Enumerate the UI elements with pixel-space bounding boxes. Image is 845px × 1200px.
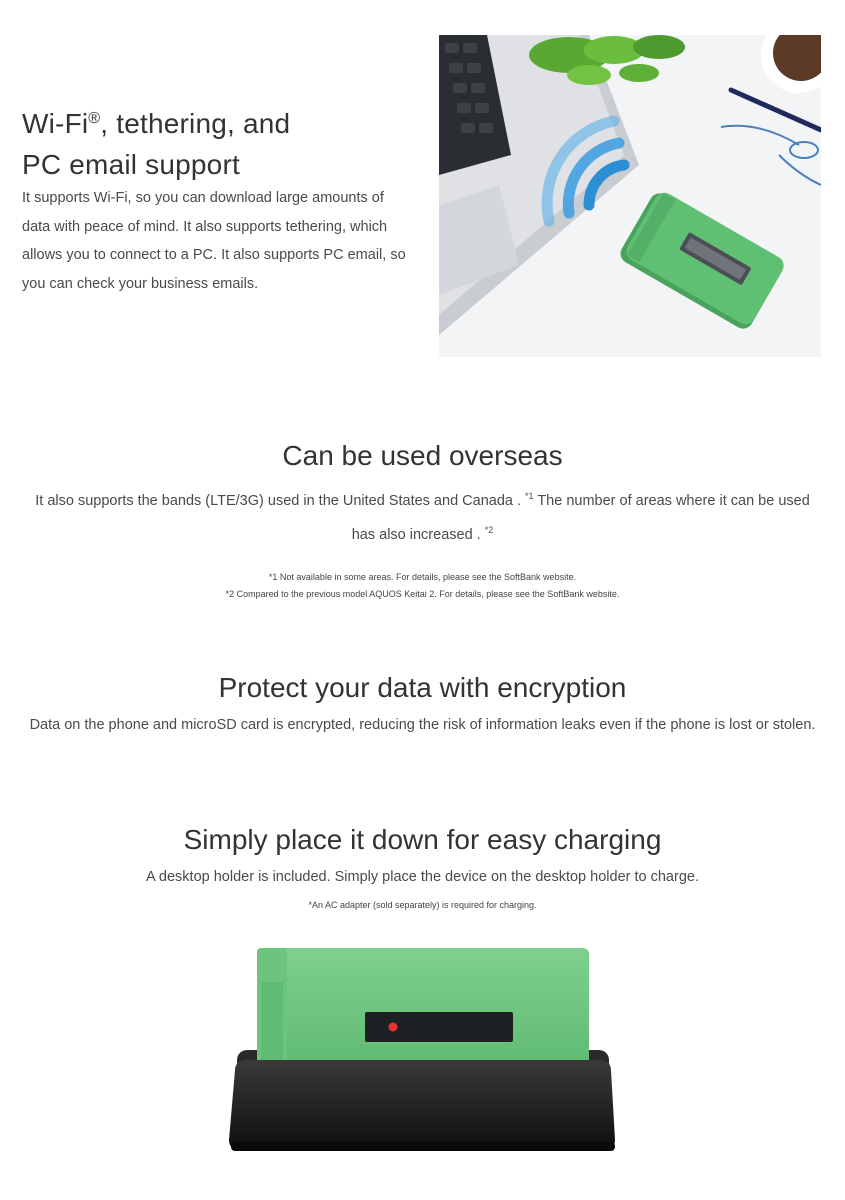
wifi-section <box>0 0 845 380</box>
wifi-product-photo <box>439 35 821 357</box>
charging-note: *An AC adapter (sold separately) is required for charging. <box>308 900 537 910</box>
wifi-title-word: Wi-Fi <box>22 108 89 139</box>
external-display <box>365 1012 513 1042</box>
charging-section <box>0 822 845 912</box>
footnote-ref-2: *2 <box>484 524 494 535</box>
charging-holder-photo <box>225 942 620 1157</box>
overseas-section <box>0 438 845 603</box>
wifi-description: It supports Wi-Fi, so you can download large amounts of data with peace of mind. It also supports tethering, which allows you to connect to a PC. It also supports PC email, so you can check your business emails. <box>22 190 406 292</box>
overseas-footnotes <box>0 569 845 603</box>
footnote-ref-1: *1 <box>525 491 534 501</box>
charging-title: Simply place it down for easy charging <box>183 824 662 855</box>
overseas-text-a: It also supports the bands (LTE/3G) used in the United States and Canada . <box>35 493 526 509</box>
wifi-title <box>22 98 402 185</box>
footnote-2: *2 Compared to the previous model AQUOS Keitai 2. For details, please see the SoftBank website. <box>225 589 620 599</box>
wifi-title-line2: PC email support <box>22 149 240 180</box>
charging-description: A desktop holder is included. Simply place the device on the desktop holder to charge. <box>146 869 699 885</box>
encryption-title: Protect your data with encryption <box>218 672 627 703</box>
encryption-section <box>0 670 845 738</box>
encryption-description: Data on the phone and microSD card is encrypted, reducing the risk of information leaks even if the phone is lost or stolen. <box>29 717 816 733</box>
registered-mark: ® <box>88 110 101 127</box>
overseas-text-b: The number of areas where it can be used has also increased . <box>351 493 810 543</box>
desktop-holder <box>229 1060 615 1150</box>
overseas-title: Can be used overseas <box>282 440 563 471</box>
footnote-1: *1 Not available in some areas. For details, please see the SoftBank website. <box>268 572 577 582</box>
phone-in-holder-illustration <box>225 942 620 1157</box>
overseas-description <box>0 482 845 549</box>
wifi-title-rest: , tethering, and <box>100 108 291 139</box>
wifi-title-line1 <box>22 98 402 144</box>
phone-wifi-laptop-illustration <box>439 35 821 357</box>
led-indicator-icon <box>389 1023 398 1032</box>
